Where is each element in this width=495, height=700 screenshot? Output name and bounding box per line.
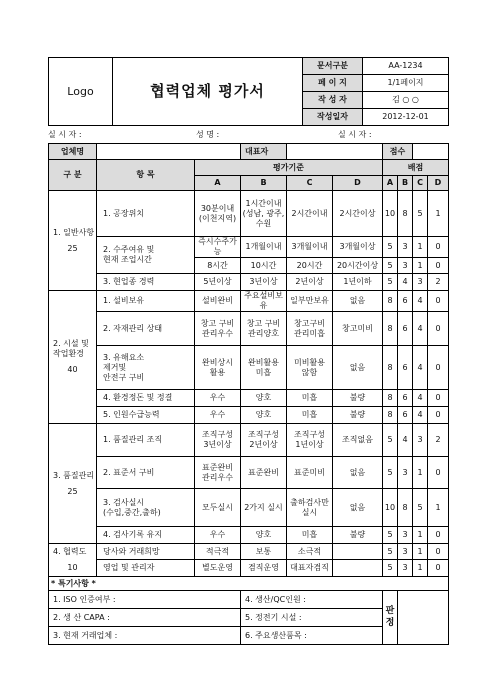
header-field-value: 1/1페이지 [363, 75, 449, 92]
item-label: 3. 유해요소 제거및 안전구 구비 [97, 346, 195, 390]
criteria-col-c: C [287, 176, 333, 191]
criteria-c: 조직구성 1년이상 [287, 424, 333, 457]
company-label: 업체명 [49, 144, 97, 160]
criteria-col-b: B [241, 176, 287, 191]
criteria-c: 2년이상 [287, 274, 333, 291]
header-field-value: 2012-12-01 [363, 109, 449, 126]
criteria-a: 모두실시 [195, 489, 241, 527]
points-col-c: C [413, 176, 428, 191]
score-value[interactable] [413, 144, 449, 160]
points-c: 4 [413, 312, 428, 346]
header-field-value: 김 ○ ○ [363, 92, 449, 109]
judge-value[interactable] [398, 591, 449, 645]
points-c: 4 [413, 407, 428, 424]
points-a: 5 [383, 237, 398, 258]
criteria-b: 10시간 [241, 258, 287, 274]
category-label: 3. 품질관리 [53, 470, 95, 480]
criteria-d: 불량 [333, 407, 383, 424]
points-a: 10 [383, 489, 398, 527]
inspector-label: 실 시 자 : [48, 130, 82, 139]
criteria-a: 조직구성 3년이상 [195, 424, 241, 457]
criteria-d: 없음 [333, 457, 383, 489]
item-label: 4. 환경정돈 및 정결 [97, 390, 195, 407]
points-c: 1 [413, 544, 428, 560]
criteria-d: 3개월이상 [333, 237, 383, 258]
criteria-d: 2시간이상 [333, 191, 383, 237]
points-b: 4 [398, 274, 413, 291]
points-b: 6 [398, 390, 413, 407]
item-label: 5. 인원수급능력 [97, 407, 195, 424]
header-field-label: 페 이 지 [303, 75, 363, 92]
criteria-col-a: A [195, 176, 241, 191]
points-c: 1 [413, 560, 428, 577]
header-table [48, 57, 449, 126]
judge-label: 판정 [383, 591, 398, 645]
points-c: 1 [413, 457, 428, 489]
criteria-c: 대표자겸직 [287, 560, 333, 577]
points-d: 2 [428, 274, 449, 291]
criteria-a: 우수 [195, 527, 241, 544]
points-a: 5 [383, 560, 398, 577]
points-b: 3 [398, 560, 413, 577]
points-a: 8 [383, 346, 398, 390]
criteria-b: 2가지 실시 [241, 489, 287, 527]
points-a: 5 [383, 527, 398, 544]
criteria-c: 창고구비 관리미흡 [287, 312, 333, 346]
criteria-a: 적극적 [195, 544, 241, 560]
item-label: 3. 검사실시 (수입,중간,출하) [97, 489, 195, 527]
points-a: 5 [383, 258, 398, 274]
criteria-b: 양호 [241, 527, 287, 544]
points-c: 3 [413, 424, 428, 457]
criteria-d: 없음 [333, 291, 383, 312]
points-b: 8 [398, 489, 413, 527]
header-field-label: 작성일자 [303, 109, 363, 126]
criteria-d: 20시간이상 [333, 258, 383, 274]
points-d: 0 [428, 544, 449, 560]
points-d: 0 [428, 407, 449, 424]
points-c: 4 [413, 346, 428, 390]
criteria-b: 조직구성 2년이상 [241, 424, 287, 457]
points-d: 0 [428, 560, 449, 577]
points-b: 6 [398, 312, 413, 346]
criteria-d: 불량 [333, 527, 383, 544]
criteria-b: 주요설비보유 [241, 291, 287, 312]
rep-label: 대표자 [241, 144, 287, 160]
criteria-a: 우수 [195, 390, 241, 407]
criteria-c: 표준미비 [287, 457, 333, 489]
item-label: 2. 표준서 구비 [97, 457, 195, 489]
col-points: 배점 [383, 160, 449, 176]
criteria-d [333, 560, 383, 577]
header-field-label: 문서구분 [303, 58, 363, 75]
evaluation-table [48, 143, 449, 645]
criteria-d: 조직없음 [333, 424, 383, 457]
criteria-d: 불량 [333, 390, 383, 407]
points-a: 8 [383, 390, 398, 407]
category-weight: 25 [67, 243, 78, 253]
points-c: 5 [413, 191, 428, 237]
special-item-right: 4. 생산/QC인원 : [241, 591, 383, 609]
points-b: 3 [398, 544, 413, 560]
special-title: * 특기사항 * [49, 577, 449, 591]
rep-value[interactable] [287, 144, 383, 160]
points-b: 3 [398, 237, 413, 258]
criteria-c: 20시간 [287, 258, 333, 274]
points-a: 8 [383, 312, 398, 346]
criteria-d: 1년이하 [333, 274, 383, 291]
doc-title: 협력업체 평가서 [113, 58, 303, 126]
points-a: 8 [383, 407, 398, 424]
points-c: 3 [413, 274, 428, 291]
points-b: 4 [398, 424, 413, 457]
points-col-d: D [428, 176, 449, 191]
criteria-c: 소극적 [287, 544, 333, 560]
points-d: 2 [428, 424, 449, 457]
special-item-right: 6. 주요생산품목 : [241, 627, 383, 645]
company-value[interactable] [97, 144, 241, 160]
special-item-left: 3. 현재 거래업체 : [49, 627, 241, 645]
category-weight: 40 [67, 365, 78, 374]
criteria-a: 8시간 [195, 258, 241, 274]
col-category: 구 분 [49, 160, 97, 191]
criteria-c: 미흡 [287, 527, 333, 544]
points-a: 5 [383, 544, 398, 560]
criteria-b: 양호 [241, 407, 287, 424]
criteria-b: 양호 [241, 390, 287, 407]
sign-line [48, 129, 448, 141]
points-d: 0 [428, 258, 449, 274]
criteria-c: 3개월이내 [287, 237, 333, 258]
points-d: 0 [428, 237, 449, 258]
category-weight: 10 [67, 563, 78, 572]
criteria-b: 완비활용 미흡 [241, 346, 287, 390]
points-a: 10 [383, 191, 398, 237]
criteria-c: 미비활용 않함 [287, 346, 333, 390]
criteria-a: 별도운영 [195, 560, 241, 577]
criteria-d: 창고미비 [333, 312, 383, 346]
points-b: 8 [398, 191, 413, 237]
points-col-a: A [383, 176, 398, 191]
criteria-c: 미흡 [287, 390, 333, 407]
points-b: 3 [398, 527, 413, 544]
category-cell [49, 544, 97, 577]
criteria-a: 즉시수주가능 [195, 237, 241, 258]
col-criteria: 평가기준 [195, 160, 383, 176]
category-cell [49, 191, 97, 291]
logo: Logo [49, 58, 113, 126]
criteria-b: 표준완비 [241, 457, 287, 489]
points-b: 6 [398, 346, 413, 390]
points-d: 0 [428, 390, 449, 407]
category-label: 2. 시설 및 작업환경 [53, 339, 89, 358]
header-field-label: 작 성 자 [303, 92, 363, 109]
criteria-a: 창고 구비 관리우수 [195, 312, 241, 346]
criteria-c: 2시간이내 [287, 191, 333, 237]
points-c: 1 [413, 258, 428, 274]
item-label: 1. 품질관리 조직 [97, 424, 195, 457]
points-b: 3 [398, 258, 413, 274]
criteria-a: 우수 [195, 407, 241, 424]
points-b: 3 [398, 457, 413, 489]
points-d: 0 [428, 527, 449, 544]
criteria-b: 3년이상 [241, 274, 287, 291]
criteria-a: 완비상시 활용 [195, 346, 241, 390]
criteria-a: 5년이상 [195, 274, 241, 291]
category-weight: 25 [67, 486, 78, 496]
category-cell [49, 291, 97, 424]
points-d: 0 [428, 457, 449, 489]
points-d: 0 [428, 346, 449, 390]
special-item-left: 1. ISO 인증여부 : [49, 591, 241, 609]
points-a: 5 [383, 424, 398, 457]
criteria-c: 출하검사만 실시 [287, 489, 333, 527]
name-label: 성 명 : [196, 130, 220, 139]
inspector2-label: 실 시 자 : [338, 130, 372, 139]
criteria-a: 30분이내 (이천지역) [195, 191, 241, 237]
item-label: 2. 자재관리 상태 [97, 312, 195, 346]
special-item-left: 2. 생 산 CAPA : [49, 609, 241, 627]
points-c: 4 [413, 390, 428, 407]
criteria-b: 1개월이내 [241, 237, 287, 258]
criteria-d: 없음 [333, 346, 383, 390]
points-c: 5 [413, 489, 428, 527]
criteria-a: 설비완비 [195, 291, 241, 312]
item-label: 4. 검사기록 유지 [97, 527, 195, 544]
points-a: 5 [383, 457, 398, 489]
criteria-b: 보통 [241, 544, 287, 560]
item-label: 2. 수주여유 및 현재 조업시간 [97, 237, 195, 274]
criteria-c: 미흡 [287, 407, 333, 424]
points-a: 5 [383, 274, 398, 291]
criteria-b: 창고 구비 관리양호 [241, 312, 287, 346]
points-col-b: B [398, 176, 413, 191]
item-label: 영업 및 관리자 [97, 560, 195, 577]
criteria-b: 1시간이내 (성남, 광주, 수원 [241, 191, 287, 237]
criteria-a: 표준완비 관리우수 [195, 457, 241, 489]
item-label: 당사와 거래희망 [97, 544, 195, 560]
points-d: 1 [428, 489, 449, 527]
category-label: 1. 일반사항 [53, 227, 95, 237]
criteria-d: 없음 [333, 489, 383, 527]
criteria-d [333, 544, 383, 560]
points-b: 6 [398, 407, 413, 424]
points-b: 6 [398, 291, 413, 312]
points-a: 8 [383, 291, 398, 312]
points-d: 0 [428, 291, 449, 312]
item-label: 3. 현업종 경력 [97, 274, 195, 291]
score-label: 점수 [383, 144, 413, 160]
category-cell [49, 424, 97, 544]
header-field-value: AA-1234 [363, 58, 449, 75]
item-label: 1. 공장위치 [97, 191, 195, 237]
special-item-right: 5. 정전기 시설 : [241, 609, 383, 627]
category-label: 4. 협력도 [53, 547, 87, 556]
points-c: 1 [413, 237, 428, 258]
points-d: 0 [428, 312, 449, 346]
criteria-c: 일부만보유 [287, 291, 333, 312]
criteria-b: 겸직운영 [241, 560, 287, 577]
col-item: 항 목 [97, 160, 195, 191]
item-label: 1. 설비보유 [97, 291, 195, 312]
points-d: 1 [428, 191, 449, 237]
points-c: 4 [413, 291, 428, 312]
points-c: 1 [413, 527, 428, 544]
criteria-col-d: D [333, 176, 383, 191]
